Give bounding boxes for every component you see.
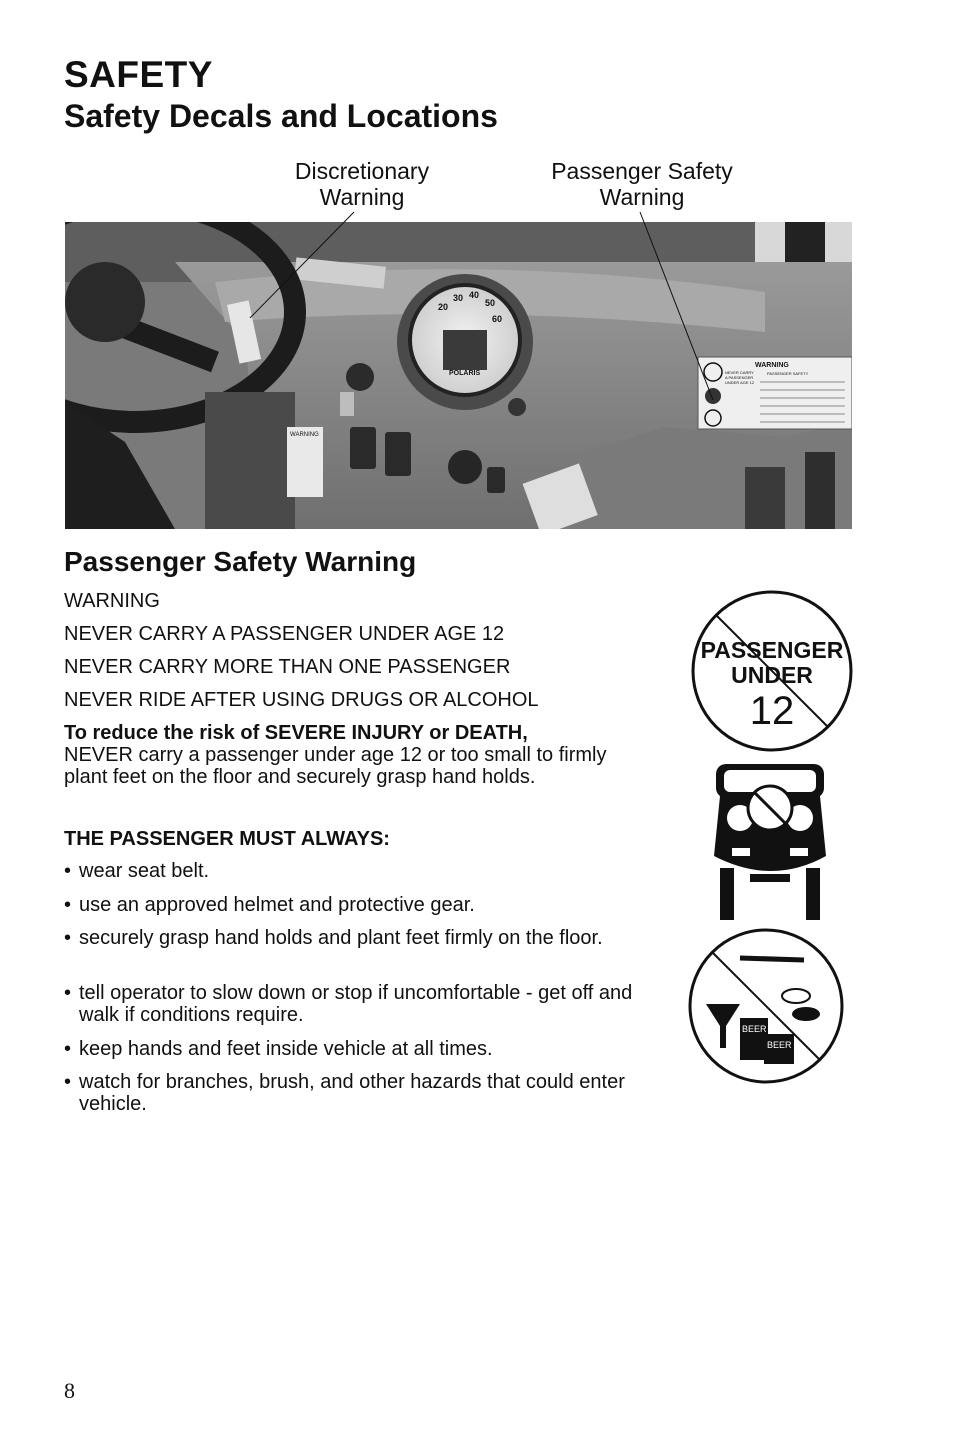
bullet-dot: • [64,1038,72,1060]
risk-paragraph [64,722,634,788]
warning-line: NEVER CARRY A PASSENGER UNDER AGE 12 [64,623,505,645]
bullet-text: tell operator to slow down or stop if uncomfortable - get off and walk if conditions require. [79,982,633,1026]
bullet-dot: • [64,927,72,949]
gauge-number: 50 [485,298,496,308]
gauge-number: 30 [453,293,464,303]
bullet-dot: • [64,860,72,882]
decal-text: NEVER CARRY [725,370,754,375]
warning-line: NEVER RIDE AFTER USING DRUGS OR ALCOHOL [64,689,539,711]
must-always-heading: THE PASSENGER MUST ALWAYS: [64,828,390,850]
gauge-number: 40 [469,290,480,300]
bullet-item [64,927,634,949]
bullet-text: watch for branches, brush, and other hazards that could enter vehicle. [79,1071,625,1115]
page-number: 8 [64,1378,75,1403]
bullet-item [64,1038,634,1060]
warning-line: NEVER CARRY MORE THAN ONE PASSENGER [64,656,511,678]
bullet-dot: • [64,982,72,1004]
page-title: SAFETY [64,54,213,95]
decal-title: PASSENGER SAFETY [767,371,809,376]
bullet-text: keep hands and feet inside vehicle at all times. [79,1038,493,1060]
decal-text: A PASSENGER [725,375,754,380]
bullet-text: wear seat belt. [79,860,210,882]
callout-line: Discretionary [294,158,430,184]
bullet-text: use an approved helmet and protective gear. [79,894,475,916]
bullet-item [64,860,634,882]
gauge-brand: POLARIS [449,370,481,377]
icon-text: BEER [767,1040,792,1050]
page-subtitle: Safety Decals and Locations [64,98,498,134]
bullet-item [64,894,634,916]
bullet-text: securely grasp hand holds and plant feet firmly on the floor. [79,927,603,949]
bullet-item [64,1071,634,1115]
bullet-item [64,982,634,1026]
icon-text: 12 [749,689,795,733]
no-drugs-alcohol-icon [690,930,842,1082]
risk-body-text: NEVER carry a passenger under age 12 or too small to firmly plant feet on the floor and securely grasp hand holds. [64,744,607,788]
bullet-dot: • [64,1071,72,1093]
icon-text: BEER [742,1024,767,1034]
gauge-number: 20 [438,302,449,312]
callout-line: Passenger Safety [551,158,733,184]
one-passenger-only-icon [714,764,826,920]
lower-decal-header: WARNING [290,432,319,438]
warning-line: WARNING [64,590,160,612]
icon-text: PASSENGER [700,637,844,663]
no-passenger-under-12-icon [693,592,851,750]
section-heading: Passenger Safety Warning [64,546,417,577]
bullet-dot: • [64,894,72,916]
leader-line-discretionary [250,212,354,318]
callout-line: Warning [319,184,405,210]
leader-line-passenger [640,212,713,400]
gauge-number: 60 [492,314,503,324]
callout-line: Warning [599,184,685,210]
callout-leader-lines [0,0,954,560]
icon-text: UNDER [731,662,813,688]
risk-bold-text: To reduce the risk of SEVERE INJURY or DEATH, [64,722,528,744]
decal-text: UNDER AGE 12 [725,380,755,385]
safety-icons [684,586,856,1086]
decal-header: WARNING [755,362,789,369]
